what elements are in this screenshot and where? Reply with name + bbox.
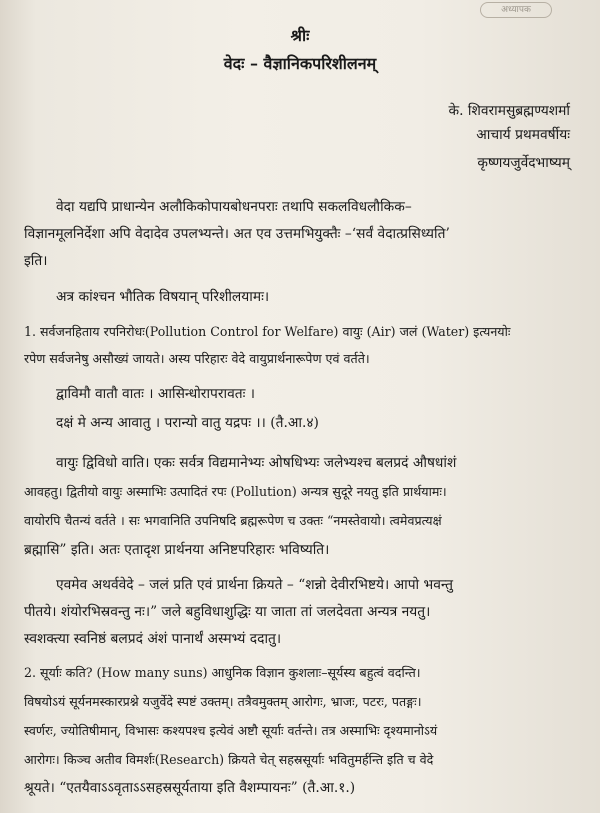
paragraph-line: पीतये। शंयोरभिस्रवन्तु नः।” जले बहुविधाशुद्धिः या जाता तां जलदेवता अन्यत्र नयतु। — [24, 604, 431, 620]
section-1-heading: 1. सर्वजनहिताय रपनिरोधः(Pollution Control for Welfare) वायुः (Air) जलं (Water) इत्यनयोः — [24, 324, 511, 339]
section-2-line: श्रूयते। “एतयैवाऽऽवृताऽऽसहस्रसूर्यताया इति वैशम्पायनः” (तै.आ.१.) — [24, 780, 356, 796]
intro-line: वेदा यद्यपि प्राधान्येन अलौकिकोपायबोधनपराः तथापि सकलविधलौकिक– — [56, 199, 412, 215]
paragraph-line: एवमेव अथर्ववेदे – जलं प्रति एवं प्रार्थना क्रियते – “शन्नो देवीरभिष्टये। आपो भवन्तु — [56, 577, 453, 593]
lead-line: अत्र कांश्चन भौतिक विषयान् परिशीलयामः। — [56, 289, 270, 305]
paragraph-line: स्वशक्त्या स्वनिष्ठं बलप्रदं अंशं पानार्थं अस्मभ्यं ददातु। — [24, 631, 282, 647]
paragraph-line: ब्रह्मासि” इति। अतः एतादृश प्रार्थनया अनिष्टपरिहारः भविष्यति। — [24, 542, 330, 558]
verse-line: दक्षं मे अन्य आवातु । परान्यो वातु यद्रपः ।। (तै.आ.४) — [56, 415, 319, 431]
title-invocation: श्रीः — [290, 26, 310, 45]
verse-line: द्वाविमौ वातौ वातः । आसिन्धोरापरावतः । — [56, 386, 256, 402]
author-name: के. शिवरामसुब्रह्मण्यशर्मा — [448, 103, 570, 119]
paragraph-line: आवहतु। द्वितीयो वायुः अस्माभिः उत्पादितं रपः (Pollution) अन्यत्र सुदूरे नयतु इति प्रार्थयामः। — [24, 484, 447, 499]
section-1-line: रपेण सर्वजनेषु असौख्यं जायते। अस्य परिहारः वेदे वायुप्रार्थनारूपेण एवं वर्तते। — [24, 351, 370, 366]
header-tab: अध्यापक — [480, 2, 552, 18]
section-2-heading: 2. सूर्याः कति? (How many suns) आधुनिक विज्ञान कुशलाः–सूर्यस्य बहुत्वं वदन्ति। — [24, 665, 421, 680]
intro-line: विज्ञानमूलनिर्देशा अपि वेदादेव उपलभ्यन्ते। अत एव उत्तमभियुक्तैः –‘सर्वं वेदात्प्रसिध्यति’ — [24, 226, 450, 242]
author-affiliation: कृष्णयजुर्वेदभाष्यम् — [477, 155, 570, 171]
paragraph-line: वायोरपि चैतन्यं वर्तते । सः भगवानिति उपनिषदि ब्रह्मरूपेण च उक्तः “नमस्तेवायो। त्वमेवप्रत्यक्षं — [24, 513, 442, 528]
section-2-line: स्वर्णरः, ज्योतिषीमान्, विभासः कश्यपश्च इत्येवं अष्टौ सूर्याः वर्तन्ते। तत्र अस्माभिः दृश्यमानोऽयं — [24, 723, 438, 738]
author-designation: आचार्य प्रथमवर्षीयः — [476, 127, 570, 143]
page-title: वेदः – वैज्ञानिकपरिशीलनम् — [223, 54, 377, 73]
section-2-line: विषयोऽयं सूर्यनमस्कारप्रश्ने यजुर्वेदे स्पष्टं उक्तम्। तत्रैवमुक्तम् आरोगः, भ्राजः, पटरः, पतङ्गः। — [24, 694, 422, 709]
paragraph-line: वायुः द्विविधो वाति। एकः सर्वत्र विद्यमानेभ्यः ओषधिभ्यः जलेभ्यश्च बलप्रदं औषधांशं — [56, 455, 457, 471]
section-2-line: आरोगः। किञ्च अतीव विमर्शः(Research) क्रियते चेत् सहस्रसूर्याः भवितुमर्हन्ति इति च वेदे — [24, 752, 434, 767]
intro-line: इति। — [24, 253, 48, 269]
